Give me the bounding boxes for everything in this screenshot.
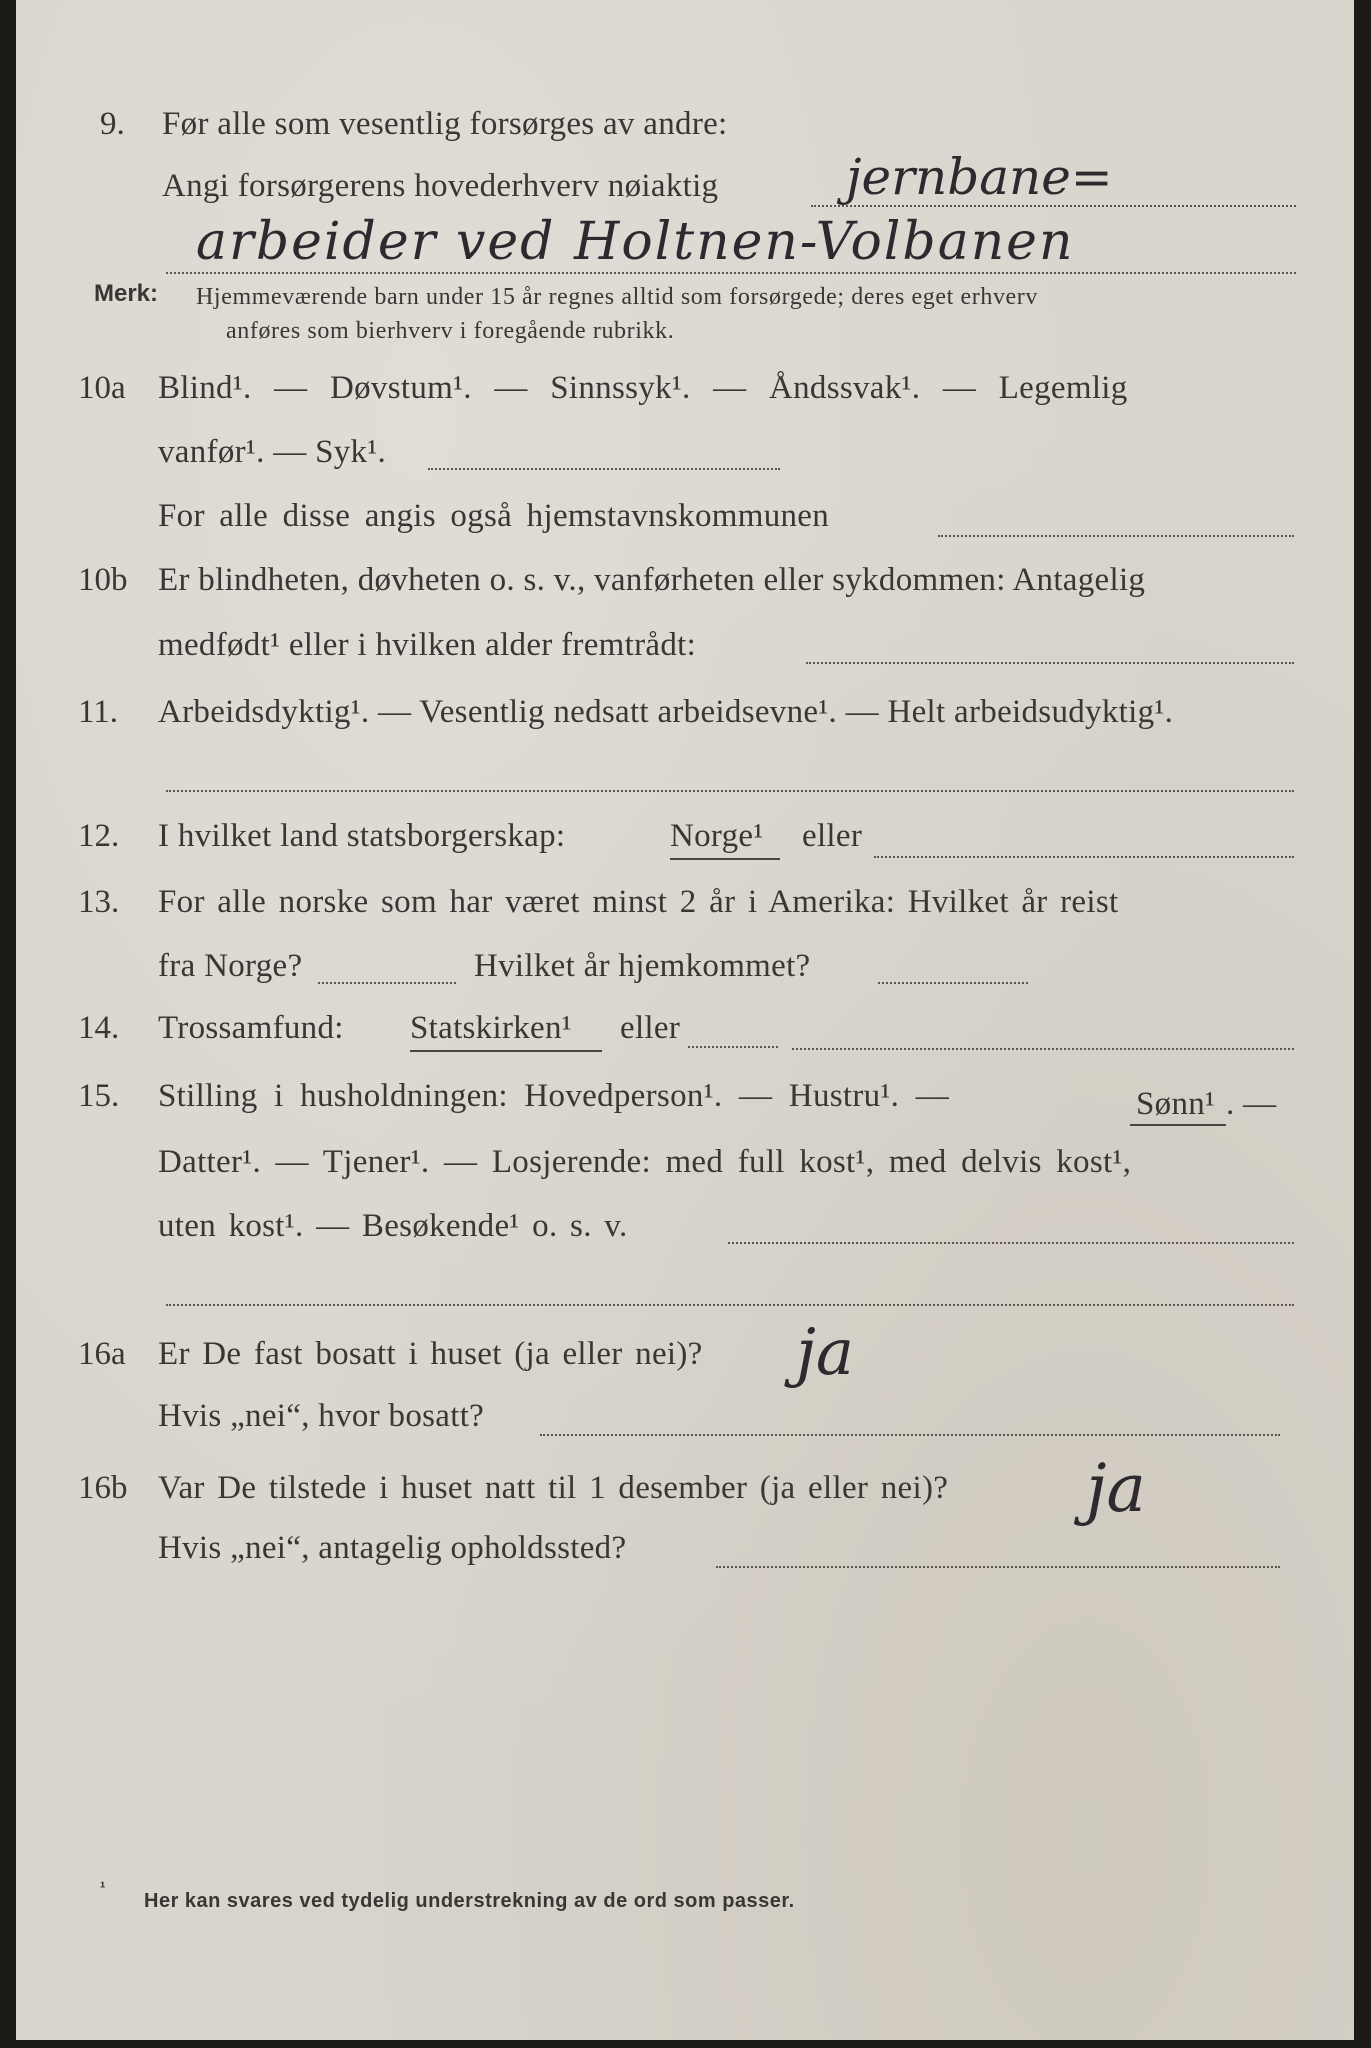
q15-sonn-underline — [1130, 1124, 1226, 1126]
q12-answer-line — [874, 856, 1294, 858]
q14-line1-c: eller — [620, 1010, 681, 1046]
q14-answer-line1 — [688, 1046, 778, 1048]
q12-number: 12. — [78, 818, 120, 854]
q10b-line2: medfødt¹ eller i hvilken alder fremtrådt: — [158, 627, 697, 663]
q9-line1: Før alle som vesentlig forsørges av andre: — [162, 106, 728, 142]
q16a-line2: Hvis „nei“, hvor bosatt? — [158, 1398, 485, 1434]
q15-line3: uten kost¹. — Besøkende¹ o. s. v. — [158, 1208, 628, 1244]
q11-answer-line — [166, 790, 1294, 792]
merk-line2: anføres som bierhverv i foregående rubrikk. — [226, 318, 675, 344]
q12-norge-underline — [670, 858, 780, 860]
q15-answer-line2 — [166, 1304, 1294, 1306]
merk-line1: Hjemmeværende barn under 15 år regnes alltid som forsørgede; deres eget erhverv — [196, 284, 1039, 310]
q14-statskirken-underline — [410, 1050, 602, 1052]
q16b-number: 16b — [78, 1470, 128, 1506]
census-form-page — [16, 0, 1354, 2040]
q15-number: 15. — [78, 1078, 120, 1114]
q16b-line1: Var De tilstede i huset natt til 1 desember (ja eller nei)? — [158, 1470, 949, 1506]
q10a-answer-line1 — [428, 468, 780, 470]
q12-line1-a: I hvilket land statsborgerskap: — [158, 818, 566, 854]
merk-label: Merk: — [94, 280, 159, 307]
q12-option-norge: Norge¹ — [670, 818, 764, 854]
q10a-line1: Blind¹. — Døvstum¹. — Sinnssyk¹. — Åndssvak¹. — Legemlig — [158, 370, 1128, 406]
q14-line1-a: Trossamfund: — [158, 1010, 344, 1046]
q11-number: 11. — [78, 694, 119, 730]
q13-number: 13. — [78, 884, 120, 920]
q16a-handwritten-answer: ja — [796, 1316, 854, 1390]
q10a-number: 10a — [78, 370, 126, 406]
q16a-answer-line — [540, 1434, 1280, 1436]
q13-answer-line2 — [878, 982, 1028, 984]
q10a-line3: For alle disse angis også hjemstavnskommunen — [158, 498, 830, 534]
q10a-answer-line2 — [938, 535, 1294, 537]
q15-line1-a: Stilling i husholdningen: Hovedperson¹. — Hustru¹. — — [158, 1078, 950, 1114]
q9-number: 9. — [100, 106, 125, 142]
q9-handwritten-answer1: jernbane= — [846, 148, 1113, 206]
q12-line1-c: eller — [802, 818, 863, 854]
q15-line1-c: . — — [1226, 1086, 1277, 1122]
q16a-number: 16a — [78, 1336, 126, 1372]
footnote-text: Her kan svares ved tydelig understrekning av de ord som passer. — [144, 1890, 795, 1912]
q14-answer-line2 — [792, 1048, 1294, 1050]
q13-line1: For alle norske som har været minst 2 år i Amerika: Hvilket år reist — [158, 884, 1119, 920]
q11-line1: Arbeidsdyktig¹. — Vesentlig nedsatt arbeidsevne¹. — Helt arbeidsudyktig¹. — [158, 694, 1174, 730]
q14-option-statskirken: Statskirken¹ — [410, 1010, 572, 1046]
q9-line2: Angi forsørgerens hovederhverv nøiaktig — [162, 168, 719, 204]
q15-option-sonn: Sønn¹ — [1136, 1086, 1216, 1122]
q15-answer-line1 — [728, 1242, 1294, 1244]
q16b-answer-line — [716, 1566, 1280, 1568]
q10b-answer-line — [806, 662, 1294, 664]
q16b-handwritten-answer: ja — [1086, 1450, 1146, 1527]
q9-handwritten-answer2: arbeider ved Holtnen-Volbanen — [196, 212, 1075, 272]
q13-line2-b: Hvilket år hjemkommet? — [474, 948, 811, 984]
q14-number: 14. — [78, 1010, 120, 1046]
q13-answer-line1 — [318, 982, 456, 984]
q10a-line2: vanfør¹. — Syk¹. — [158, 434, 387, 470]
q15-line2: Datter¹. — Tjener¹. — Losjerende: med full kost¹, med delvis kost¹, — [158, 1144, 1132, 1180]
q16b-line2: Hvis „nei“, antagelig opholdssted? — [158, 1530, 627, 1566]
q10b-number: 10b — [78, 562, 128, 598]
q10b-line1: Er blindheten, døvheten o. s. v., vanførheten eller sykdommen: Antagelig — [158, 562, 1146, 598]
q13-line2-a: fra Norge? — [158, 948, 303, 984]
footnote-mark: ¹ — [100, 1880, 106, 1897]
q16a-line1: Er De fast bosatt i huset (ja eller nei)? — [158, 1336, 703, 1372]
q9-answer-line2 — [166, 272, 1296, 274]
